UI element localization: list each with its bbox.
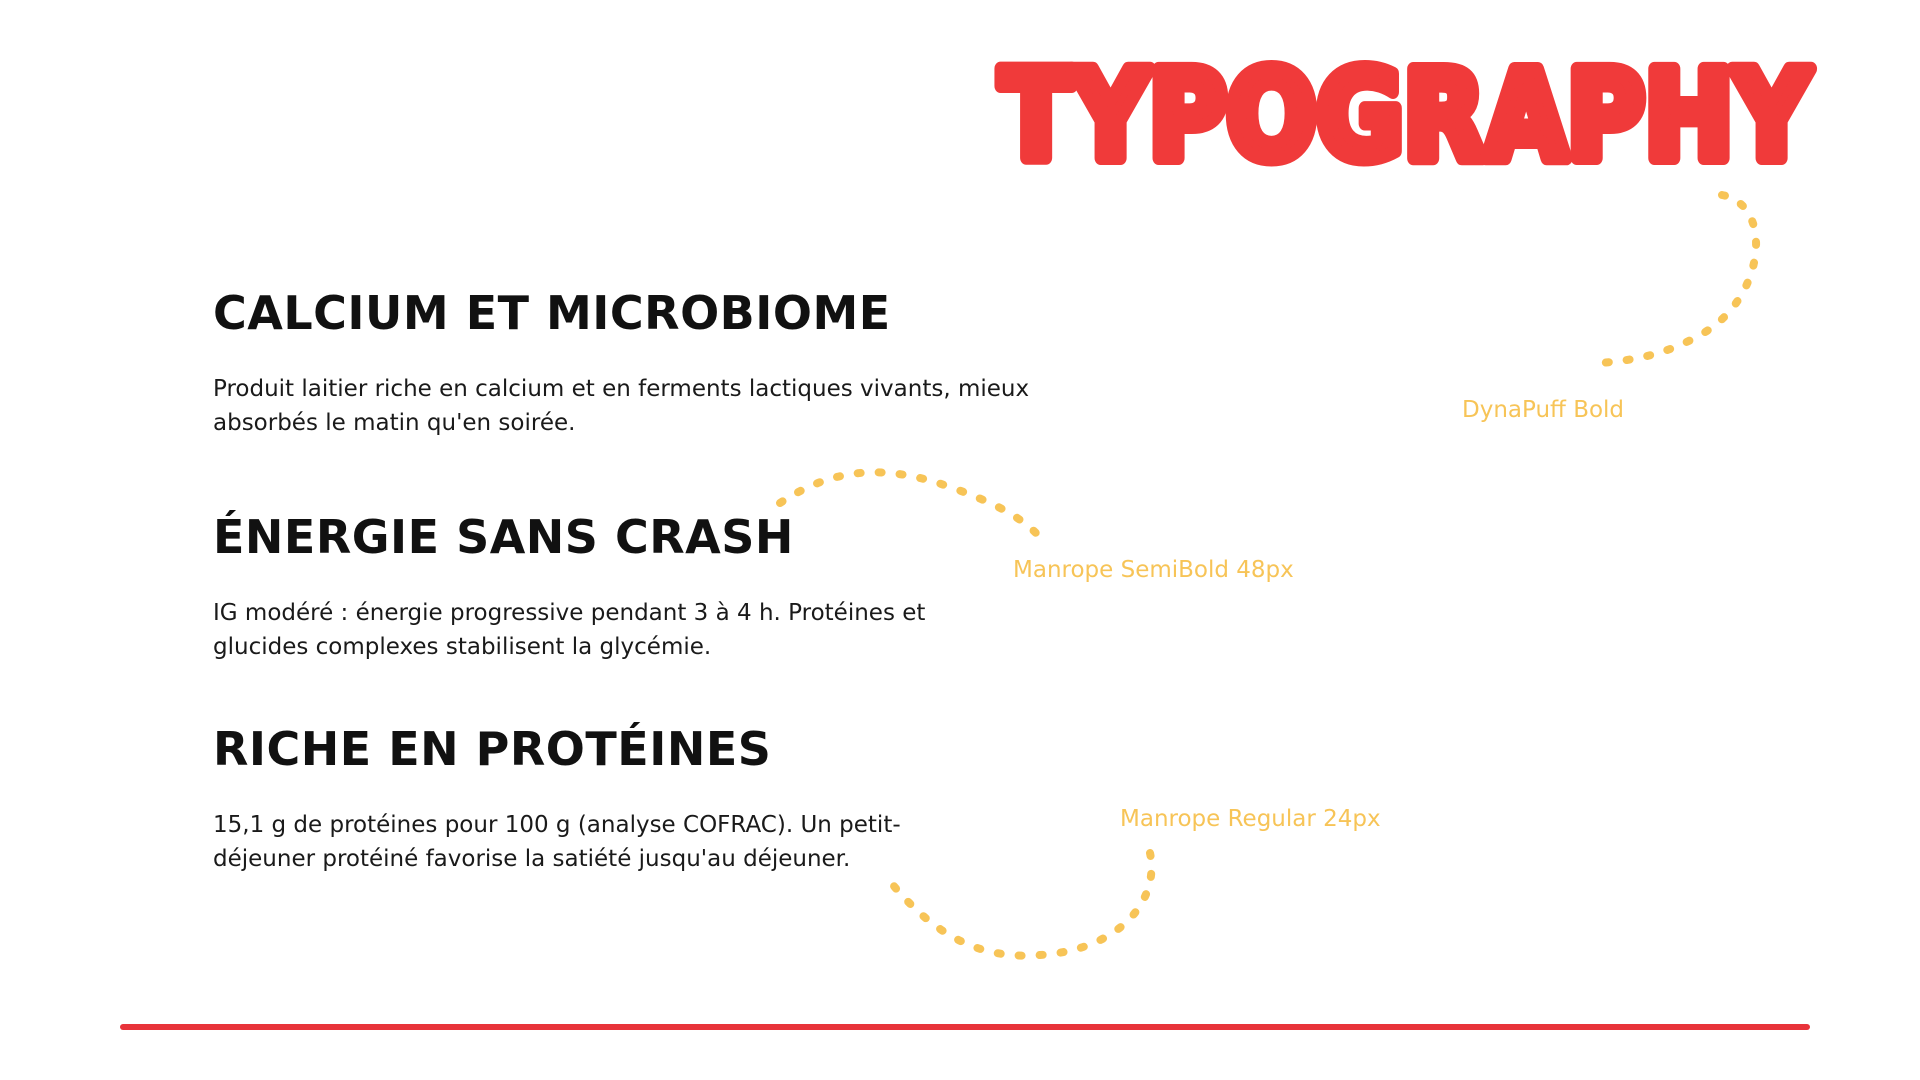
annotation-heading-font: Manrope SemiBold 48px — [1013, 557, 1294, 583]
annotation-body-font: Manrope Regular 24px — [1120, 806, 1381, 832]
page-title — [990, 38, 1820, 188]
section-heading-proteines: RICHE EN PROTÉINES — [213, 722, 772, 776]
dotted-curve-arrow-icon — [780, 472, 1045, 543]
section-body-proteines: 15,1 g de protéines pour 100 g (analyse COFRAC). Un petit-déjeuner protéiné favorise la satiété jusqu'au déjeuner. — [213, 812, 901, 872]
section-heading-calcium: CALCIUM ET MICROBIOME — [213, 286, 891, 340]
annotation-title-font: DynaPuff Bold — [1462, 397, 1625, 423]
footer-divider — [120, 1024, 1810, 1030]
section-body-calcium: Produit laitier riche en calcium et en ferments lactiques vivants, mieux absorbés le matin qu'en soirée. — [213, 376, 1030, 436]
section-body-energie: IG modéré : énergie progressive pendant 3 à 4 h. Protéines et glucides complexes stabilisent la glycémie. — [213, 600, 926, 660]
page-title-text: TYPOGRAPHY — [1000, 45, 1812, 187]
dotted-curve-arrow-icon — [1600, 195, 1756, 363]
section-heading-energie: ÉNERGIE SANS CRASH — [213, 510, 794, 564]
